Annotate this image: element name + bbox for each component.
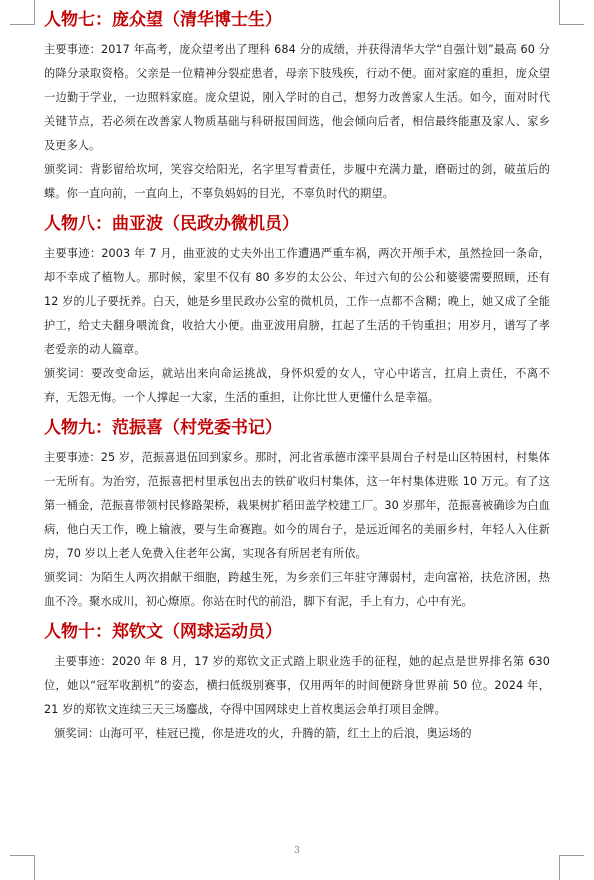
person-section xyxy=(44,210,550,410)
crop-mark-top-right xyxy=(559,0,584,25)
person-section xyxy=(44,618,550,746)
document-body xyxy=(44,6,550,746)
person-heading: 人物七：庞众望（清华博士生） xyxy=(44,10,282,30)
deeds-paragraph: 主要事迹：2003 年 7 月，曲亚波的丈夫外出工作遭遇严重车祸，两次开颅手术，虽然捡回一条命，却不幸成了植物人。那时候，家里不仅有 80 多岁的太公公、年过六旬的公公和婆婆需要照顾，还有 12 岁的儿子要抚养。白天，她是乡里民政办公室的微机员，工作一点都不含糊；晚上，她又成了全能护工，给丈夫翻身喂流食，收拾大小便。曲亚波用肩膀，扛起了生活的千钧重担；用岁月，谱写了孝老爱亲的动人篇章。 xyxy=(44,247,550,356)
person-heading: 人物九：范振喜（村党委书记） xyxy=(44,418,282,438)
page-number: 3 xyxy=(294,846,300,856)
deeds-paragraph: 主要事迹：25 岁，范振喜退伍回到家乡。那时，河北省承德市滦平县周台子村是山区特困村，村集体一无所有。为治穷，范振喜把村里承包出去的铁矿收归村集体，这一年村集体进账 10 万元。有了这第一桶金，范振喜带领村民修路架桥，栽果树扩稻田盖学校建工厂。30 岁那年，范振喜被确诊为白血病，他白天工作，晚上输液，要与生命赛跑。如今的周台子，是远近闻名的美丽乡村，年轻人入住新房，70 岁以上老人免费入住老年公寓，实现各有所居老有所依。 xyxy=(44,451,550,560)
person-heading: 人物八：曲亚波（民政办微机员） xyxy=(44,214,299,234)
award-paragraph: 颁奖词：背影留给坎坷，笑容交给阳光，名字里写着责任，步履中充满力量，磨砺过的剑，破茧后的蝶。你一直向前，一直向上，不辜负妈妈的目光，不辜负时代的期望。 xyxy=(44,163,550,200)
person-section xyxy=(44,6,550,206)
deeds-paragraph: 主要事迹：2017 年高考，庞众望考出了理科 684 分的成绩，并获得清华大学“自强计划”最高 60 分的降分录取资格。父亲是一位精神分裂症患者，母亲下肢残疾，行动不便。面对家庭的重担，庞众望一边勤于学业，一边照料家庭。庞众望说，刚入学时的自己，想努力改善家人生活。如今，面对时代关键节点，若必须在改善家人物质基础与科研报国间选，他会倾向后者，相信最终能惠及家人、家乡及更多人。 xyxy=(44,43,550,152)
deeds-paragraph: 主要事迹：2020 年 8 月，17 岁的郑钦文正式踏上职业选手的征程，她的起点是世界排名第 630 位，她以“冠军收割机”的姿态，横扫低级别赛事，仅用两年的时间便跻身世界前 50 位。2024 年，21 岁的郑钦文连续三天三场鏖战，夺得中国网球史上首枚奥运会单打项目金牌。 xyxy=(44,655,550,716)
crop-mark-bottom-right xyxy=(559,855,584,880)
person-heading: 人物十：郑钦文（网球运动员） xyxy=(44,622,282,642)
crop-mark-top-left xyxy=(10,0,35,25)
person-section xyxy=(44,414,550,614)
award-paragraph: 颁奖词：为陌生人两次捐献干细胞，跨越生死，为乡亲们三年驻守薄弱村，走向富裕，扶危济困，热血不冷。聚水成川，初心燎原。你站在时代的前沿，脚下有泥，手上有力，心中有光。 xyxy=(44,571,550,608)
award-paragraph: 颁奖词：山海可平，桂冠已揽，你是进攻的火，升腾的箭，红土上的后浪，奥运场的 xyxy=(54,727,472,740)
award-paragraph: 颁奖词：要改变命运，就站出来向命运挑战，身怀炽爱的女人，守心中诺言，扛肩上责任，不离不弃，无怨无悔。一个人撑起一大家，生活的重担，让你比世人更懂什么是幸福。 xyxy=(44,367,550,404)
crop-mark-bottom-left xyxy=(10,855,35,880)
